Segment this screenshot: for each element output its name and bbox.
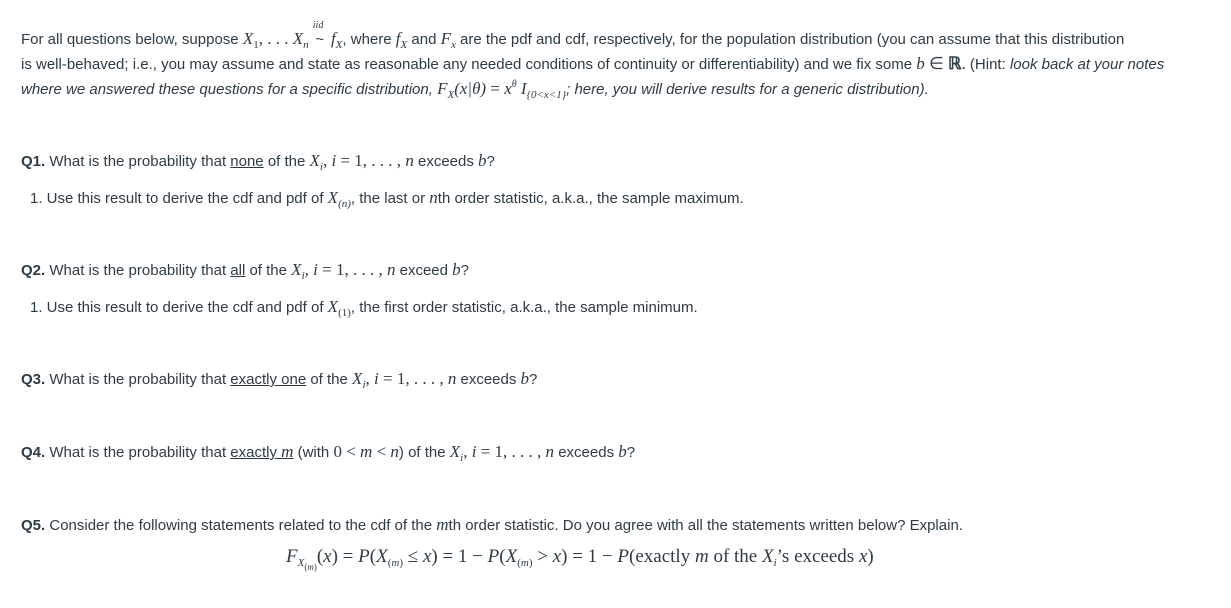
emphasis: exactly m — [230, 442, 294, 461]
question-text: exceeds — [456, 371, 521, 388]
item-text: th order statistic, a.k.a., the sample maximum. — [437, 190, 744, 207]
question-text: ) of the — [398, 444, 450, 461]
math-Fx: $F_x$ — [440, 29, 456, 51]
item-text: , the last or — [350, 190, 430, 207]
iid-symbol: iid ~ — [312, 20, 325, 48]
intro-text: where we answered these questions for a specific distribution, — [21, 81, 438, 98]
intro-text: is well-behaved; i.e., you may assume and state as reasonable any needed conditions of continuity or differentiability) and we fix some — [21, 56, 917, 73]
question-5: Q5. Consider the following statements related to the cdf of the mth order statistic. Do you agree with all the statements written below? Explain. — [21, 515, 963, 534]
emphasis: all — [230, 262, 246, 279]
question-text: of the — [245, 262, 292, 279]
math-b-in-R: b — [916, 54, 925, 73]
question-label: Q3. — [21, 371, 46, 388]
intro-line-2: is well-behaved; i.e., you may assume and state as reasonable any needed conditions of continuity or differentiability) and we fix some b ∈ ℝ. (Hint: look back at your notes — [21, 54, 1165, 73]
question-text: of the — [306, 371, 353, 388]
question-text: exceeds — [413, 153, 479, 170]
math-x1-xn: $X_1$, . . . $X_n$ — [242, 29, 309, 51]
item-text: , the first order statistic, a.k.a., the sample minimum. — [350, 299, 698, 316]
math-fx: $f_X$ — [330, 29, 343, 51]
question-text: (with — [293, 444, 334, 461]
math-xi: $X_i$, i = 1, . . . , n — [352, 369, 457, 391]
question-text: of the — [263, 153, 310, 170]
question-text: What is the probability that — [45, 371, 231, 388]
emphasis: exactly one — [230, 371, 307, 388]
intro-line-3 — [21, 79, 929, 101]
question-label: Q2. — [21, 262, 46, 279]
question-text: Consider the following statements related to the cdf of the — [45, 517, 437, 534]
math-x-n: $X_{(n)}$ — [327, 188, 351, 210]
math-x-1: $X_{(1)}$ — [327, 297, 351, 319]
question-1: Q1. What is the probability that none of the $X_i$, i = 1, . . . , n exceeds b? — [21, 151, 495, 173]
math-cdf-example: $F_X(x|\theta) = x^\theta$ $I_{\{0<x<1\}}$ — [437, 79, 567, 101]
cdf-equation: $F_{X_{(m)}}(x) = P(X_{(m)} \le x) = 1 - P(X_{(m)} > x) = 1$ − P(exactly m of the $X_i’s$ exceeds x) — [286, 546, 874, 572]
math-xi: $X_i$, i = 1, . . . , n — [449, 442, 555, 464]
intro-text: are the pdf and cdf, respectively, for the population distribution (you can assume that this distribution — [455, 31, 1125, 48]
question-label: Q1. — [21, 153, 46, 170]
question-text: What is the probability that — [45, 444, 231, 461]
question-text: exceeds — [554, 444, 619, 461]
hint-text: look back at your notes — [1009, 56, 1165, 73]
question-1-item: 1. Use this result to derive the cdf and pdf of $X_{(n)}$, the last or nth order statistic, a.k.a., the sample maximum. — [30, 188, 744, 210]
math-xi: $X_i$, i = 1, . . . , n — [309, 151, 414, 173]
item-text: 1. Use this result to derive the cdf and pdf of — [30, 299, 328, 316]
question-label: Q4. — [21, 444, 46, 461]
emphasis-text: exactly — [230, 444, 282, 461]
math-m-range: 0 < m < n — [333, 442, 399, 461]
question-text: th order statistic. Do you agree with all the statements written below? Explain. — [448, 517, 963, 534]
intro-line-1 — [21, 20, 1125, 51]
question-4: Q4. What is the probability that exactly m (with 0 < m < n) of the $X_i$, i = 1, . . . , n exceeds b? — [21, 442, 636, 464]
question-3: Q3. What is the probability that exactly one of the $X_i$, i = 1, . . . , n exceeds b? — [21, 369, 538, 391]
intro-text: , where — [342, 31, 396, 48]
intro-text: and — [407, 31, 441, 48]
intro-text: For all questions below, suppose — [21, 31, 243, 48]
question-label: Q5. — [21, 517, 46, 534]
item-text: 1. Use this result to derive the cdf and pdf of — [30, 190, 328, 207]
question-text: What is the probability that — [45, 153, 231, 170]
question-2-item — [30, 297, 698, 319]
emphasis: none — [230, 153, 264, 170]
question-2: Q2. What is the probability that all of the $X_i$, i = 1, . . . , n exceed b? — [21, 260, 470, 282]
intro-text: ; here, you will derive results for a generic distribution). — [566, 81, 929, 98]
question-text: What is the probability that — [45, 262, 231, 279]
math-fx: $f_X$ — [395, 29, 408, 51]
intro-text: (Hint: — [965, 56, 1010, 73]
question-text: exceed — [395, 262, 453, 279]
math-xi: $X_i$, i = 1, . . . , n — [291, 260, 396, 282]
